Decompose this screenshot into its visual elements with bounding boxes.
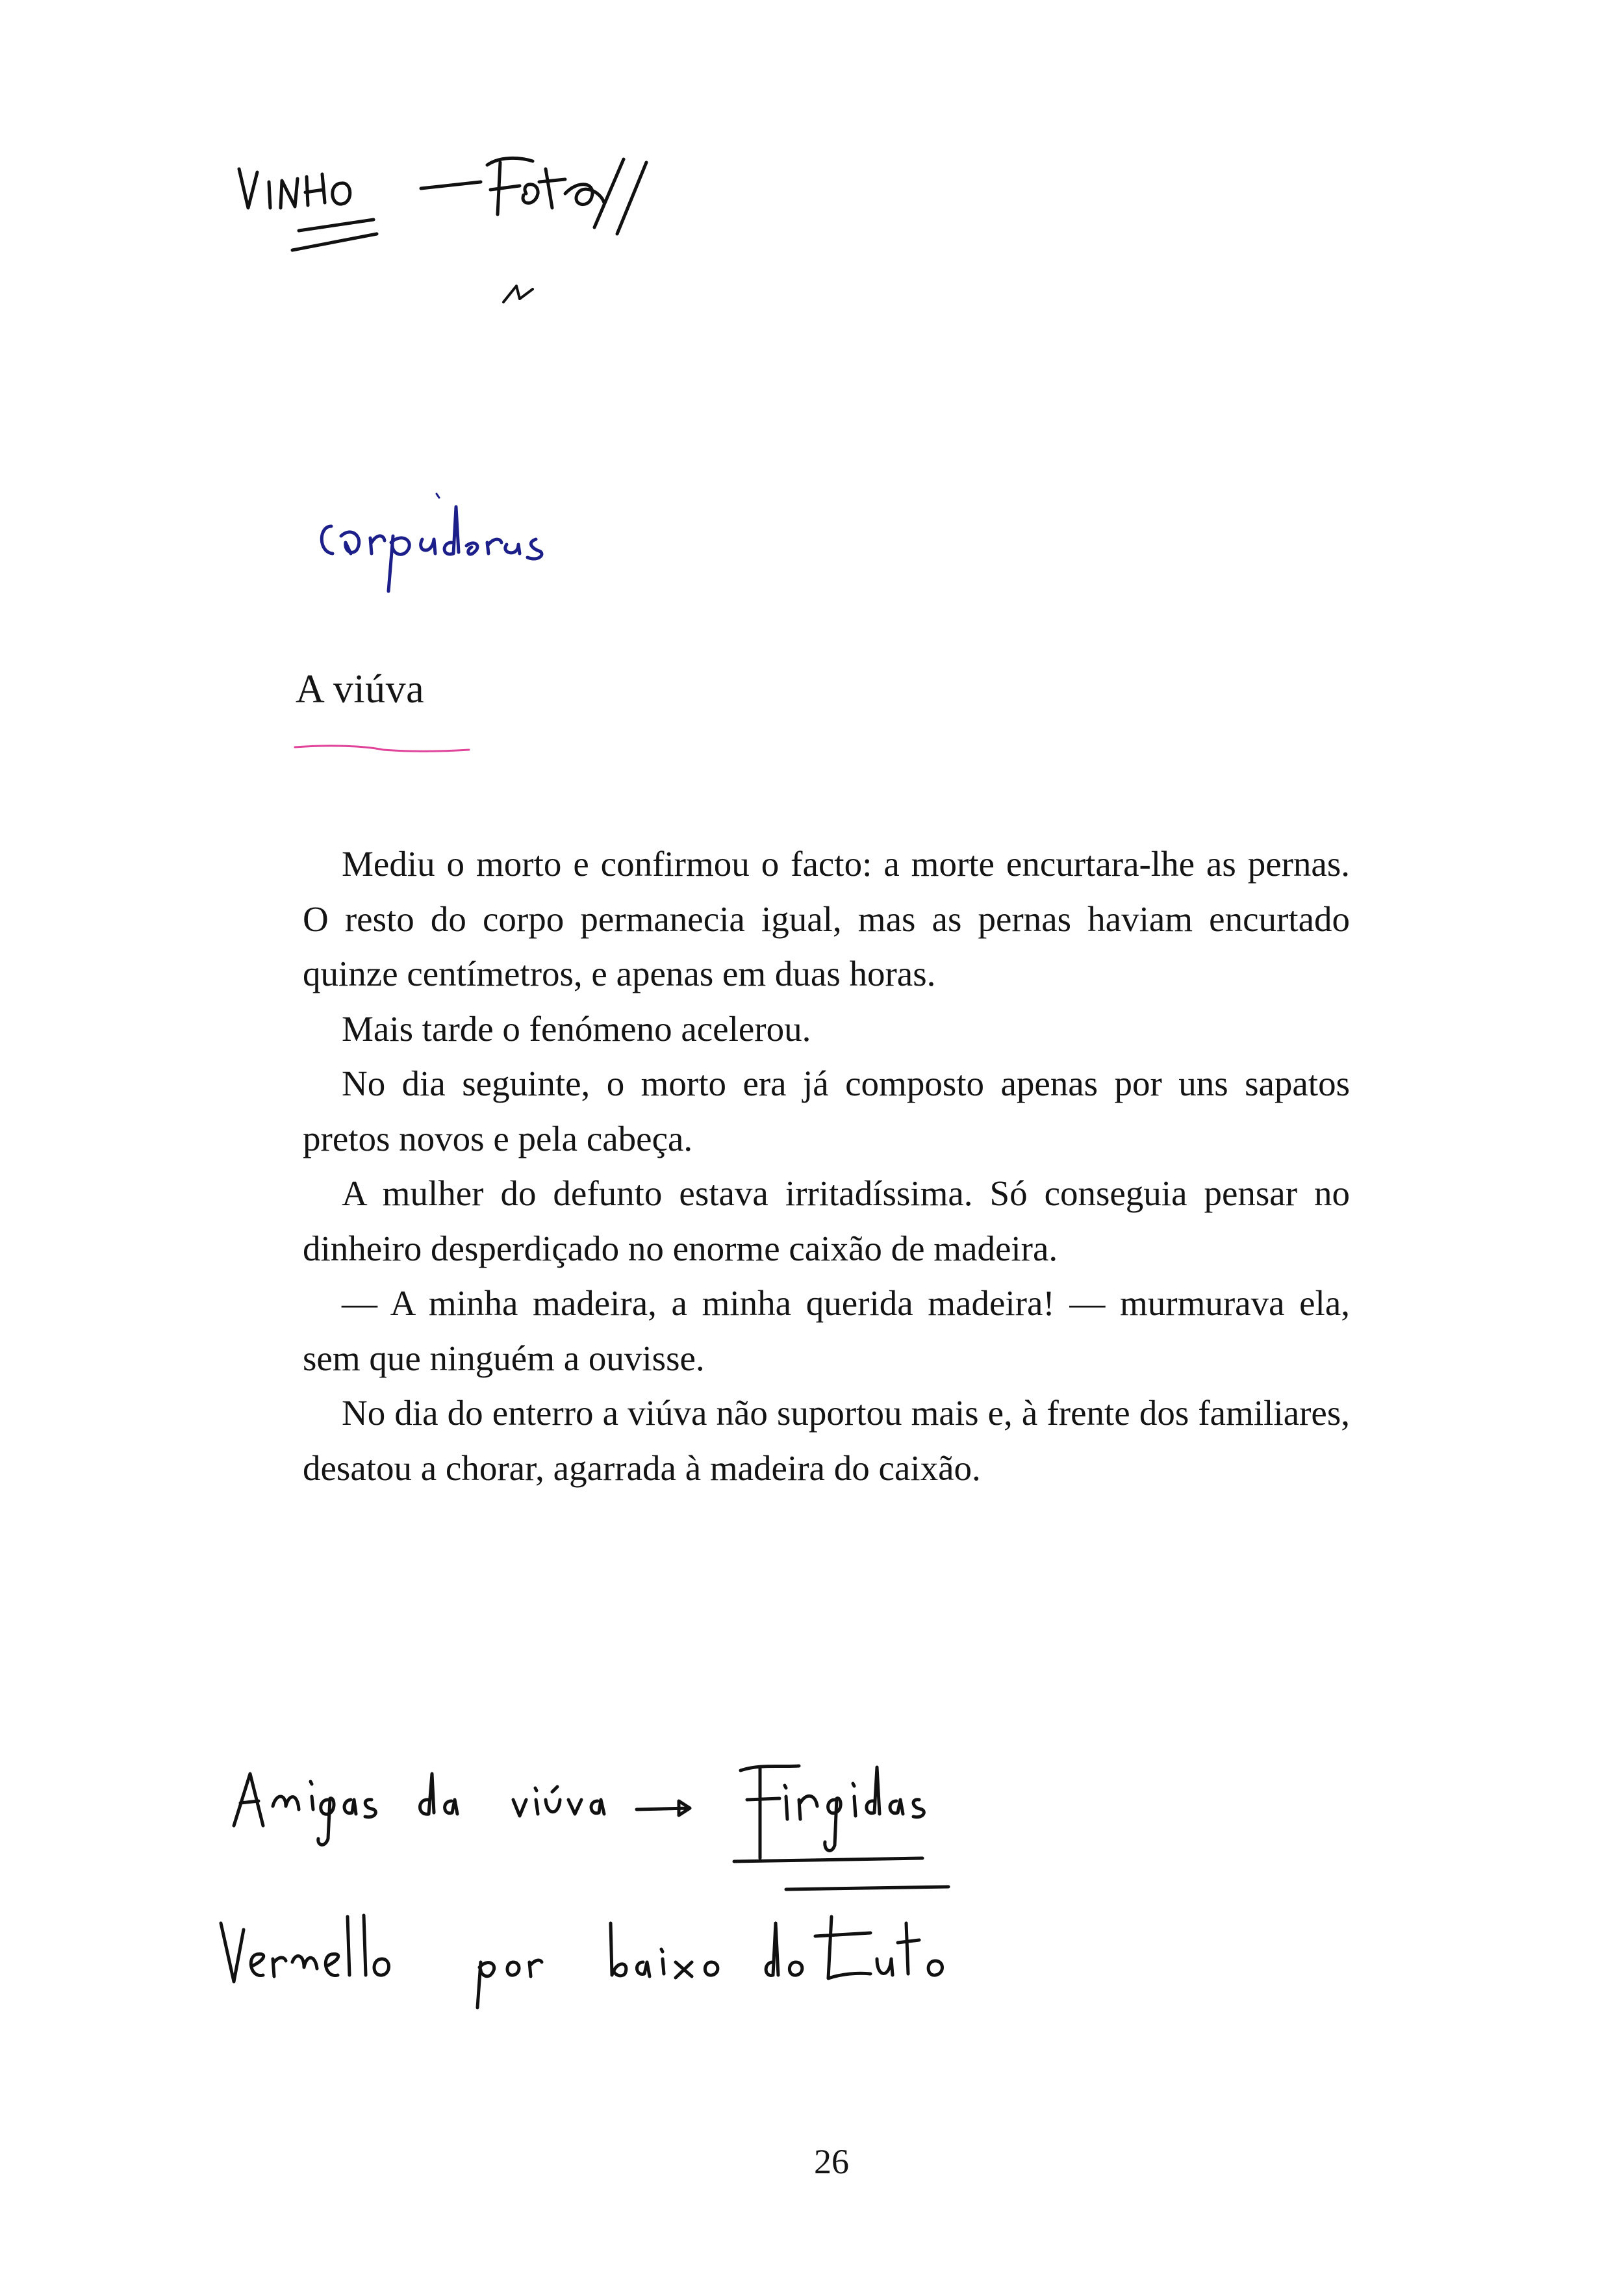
paragraph: No dia seguinte, o morto era já composto apenas por uns sapatos pretos novos e pela cabeça. [303,1064,1350,1158]
handwritten-note-mourners [312,481,650,611]
handwritten-note-wine-party [214,143,734,312]
chapter-title: A viúva [296,667,425,711]
handwritten-note-friends-of-widow [221,1728,1130,1897]
paragraph: Mediu o morto e confirmou o facto: a morte encurtara-lhe as pernas. O resto do corpo permanecia igual, mas as pernas haviam encurtado quinze centímetros, e apenas em duas horas. [303,844,1350,993]
handwritten-note-red-under-mourning [208,1897,1117,2040]
paragraph: — A minha madeira, a minha querida madeira! — murmurava ela, sem que ninguém a ouvisse. [303,1283,1350,1378]
paragraph: Mais tarde o fenómeno acelerou. [342,1008,811,1049]
paragraph: No dia do enterro a viúva não suportou mais e, à frente dos familiares, desatou a chorar, agarrada à madeira do caixão. [303,1393,1350,1488]
page-number: 26 [814,2142,849,2181]
title-underline-highlight [292,741,474,760]
story-body [303,837,1350,1496]
paragraph: A mulher do defunto estava irritadíssima. Só conseguia pensar no dinheiro desperdiçado no enorme caixão de madeira. [303,1173,1350,1268]
